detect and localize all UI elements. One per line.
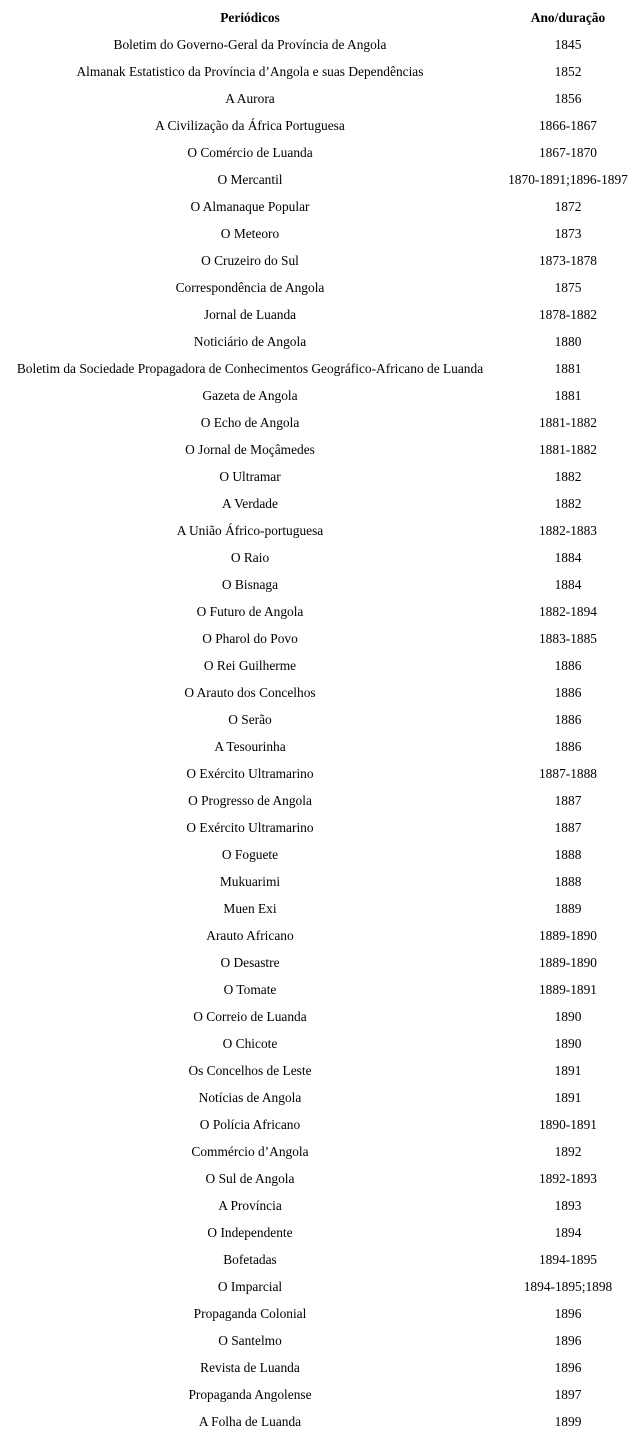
- header-year-duration: Ano/duração: [530, 10, 606, 25]
- periodical-years: 1886: [554, 658, 582, 673]
- table-row: [0, 409, 636, 436]
- periodical-years: 1887: [554, 793, 582, 808]
- periodical-years: 1882-1883: [538, 523, 598, 538]
- periodical-years: 1882-1894: [538, 604, 598, 619]
- table-row: [0, 598, 636, 625]
- table-row: [0, 166, 636, 193]
- periodical-name: Propaganda Colonial: [193, 1306, 307, 1321]
- periodical-name: Mukuarimi: [219, 874, 281, 889]
- table-row: [0, 1111, 636, 1138]
- table-row: [0, 1165, 636, 1192]
- periodical-name: Os Concelhos de Leste: [188, 1063, 312, 1078]
- periodical-years: 1891: [554, 1063, 582, 1078]
- periodical-years: 1886: [554, 739, 582, 754]
- periodical-years: 1894-1895: [538, 1252, 598, 1267]
- periodical-name: O Jornal de Moçâmedes: [185, 442, 315, 457]
- table-row: [0, 625, 636, 652]
- periodical-name: Propaganda Angolense: [188, 1387, 312, 1402]
- table-row: [0, 841, 636, 868]
- periodical-name: O Almanaque Popular: [190, 199, 310, 214]
- table-row: [0, 922, 636, 949]
- periodical-name: O Comércio de Luanda: [187, 145, 313, 160]
- periodical-name: O Independente: [207, 1225, 293, 1240]
- periodical-years: 1881-1882: [538, 442, 598, 457]
- periodical-years: 1882: [554, 469, 582, 484]
- periodical-years: 1870-1891;1896-1897: [508, 172, 628, 187]
- periodical-name: O Pharol do Povo: [202, 631, 298, 646]
- periodical-name: O Meteoro: [220, 226, 280, 241]
- periodical-name: O Chicote: [222, 1036, 278, 1051]
- table-row: [0, 787, 636, 814]
- periodical-name: O Futuro de Angola: [196, 604, 304, 619]
- periodical-name: O Correio de Luanda: [193, 1009, 307, 1024]
- periodical-years: 1884: [554, 550, 582, 565]
- periodical-years: 1896: [554, 1333, 582, 1348]
- periodical-years: 1881-1882: [538, 415, 598, 430]
- table-row: [0, 31, 636, 58]
- periodical-years: 1891: [554, 1090, 582, 1105]
- periodical-name: Correspondência de Angola: [175, 280, 325, 295]
- periodical-name: O Tomate: [223, 982, 277, 997]
- periodical-years: 1890-1891: [538, 1117, 598, 1132]
- header-row: [0, 4, 636, 31]
- periodical-name: O Progresso de Angola: [188, 793, 312, 808]
- periodical-name: Notícias de Angola: [198, 1090, 302, 1105]
- periodical-name: O Cruzeiro do Sul: [201, 253, 299, 268]
- periodical-years: 1845: [554, 37, 582, 52]
- periodical-name: Gazeta de Angola: [202, 388, 298, 403]
- table-row: [0, 85, 636, 112]
- periodical-name: Almanak Estatistico da Província d’Angola e suas Dependências: [76, 64, 424, 79]
- table-row: [0, 58, 636, 85]
- periodical-years: 1873-1878: [538, 253, 598, 268]
- periodical-name: A Verdade: [222, 496, 278, 511]
- periodical-years: 1892-1893: [538, 1171, 598, 1186]
- table-row: [0, 949, 636, 976]
- periodical-name: O Desastre: [220, 955, 280, 970]
- periodical-name: O Echo de Angola: [200, 415, 300, 430]
- table-row: [0, 706, 636, 733]
- periodical-name: Noticiário de Angola: [193, 334, 307, 349]
- table-row: [0, 382, 636, 409]
- periodical-name: A Folha de Luanda: [198, 1414, 302, 1429]
- periodical-years: 1883-1885: [538, 631, 598, 646]
- periodical-name: Jornal de Luanda: [203, 307, 297, 322]
- periodical-name: O Ultramar: [219, 469, 281, 484]
- periodical-years: 1897: [554, 1387, 582, 1402]
- periodical-name: Boletim da Sociedade Propagadora de Conhecimentos Geográfico-Africano de Luanda: [16, 361, 484, 376]
- periodical-years: 1888: [554, 874, 582, 889]
- periodical-years: 1872: [554, 199, 582, 214]
- periodical-years: 1889: [554, 901, 582, 916]
- periodical-years: 1875: [554, 280, 582, 295]
- table-row: [0, 1219, 636, 1246]
- table-row: [0, 1246, 636, 1273]
- periodical-name: O Rei Guilherme: [203, 658, 297, 673]
- table-row: [0, 868, 636, 895]
- table-row: [0, 1003, 636, 1030]
- periodical-years: 1890: [554, 1009, 582, 1024]
- table-row: [0, 895, 636, 922]
- periodical-years: 1894-1895;1898: [523, 1279, 613, 1294]
- table-row: [0, 139, 636, 166]
- periodical-years: 1896: [554, 1360, 582, 1375]
- periodical-name: A Civilização da África Portuguesa: [155, 118, 345, 133]
- periodical-years: 1881: [554, 388, 582, 403]
- table-row: [0, 1381, 636, 1408]
- table-row: [0, 301, 636, 328]
- table-row: [0, 220, 636, 247]
- periodical-name: O Foguete: [221, 847, 279, 862]
- periodical-name: O Santelmo: [218, 1333, 282, 1348]
- table-row: [0, 328, 636, 355]
- table-row: [0, 463, 636, 490]
- table-row: [0, 274, 636, 301]
- table-row: [0, 544, 636, 571]
- table-row: [0, 760, 636, 787]
- periodical-years: 1894: [554, 1225, 582, 1240]
- table-row: [0, 436, 636, 463]
- table-row: [0, 814, 636, 841]
- periodical-years: 1896: [554, 1306, 582, 1321]
- table-row: [0, 976, 636, 1003]
- periodical-name: A Aurora: [225, 91, 275, 106]
- periodical-years: 1856: [554, 91, 582, 106]
- periodical-years: 1889-1891: [538, 982, 598, 997]
- periodical-name: Boletim do Governo-Geral da Província de Angola: [113, 37, 387, 52]
- periodical-name: O Exército Ultramarino: [186, 766, 314, 781]
- periodical-name: O Mercantil: [217, 172, 283, 187]
- periodical-name: O Imparcial: [217, 1279, 283, 1294]
- table-row: [0, 733, 636, 760]
- periodical-years: 1884: [554, 577, 582, 592]
- table-row: [0, 1408, 636, 1435]
- periodical-years: 1890: [554, 1036, 582, 1051]
- periodical-years: 1886: [554, 685, 582, 700]
- periodical-years: 1882: [554, 496, 582, 511]
- periodical-years: 1887: [554, 820, 582, 835]
- periodical-name: O Serão: [228, 712, 272, 727]
- periodical-name: Muen Exi: [223, 901, 277, 916]
- table-header: [0, 4, 636, 31]
- periodical-years: 1889-1890: [538, 955, 598, 970]
- periodical-years: 1866-1867: [538, 118, 598, 133]
- periodical-name: A Tesourinha: [214, 739, 286, 754]
- periodical-name: O Exército Ultramarino: [186, 820, 314, 835]
- periodical-years: 1880: [554, 334, 582, 349]
- table-row: [0, 517, 636, 544]
- table-row: [0, 679, 636, 706]
- table-row: [0, 1300, 636, 1327]
- periodical-name: A Província: [218, 1198, 282, 1213]
- periodical-years: 1888: [554, 847, 582, 862]
- table-row: [0, 247, 636, 274]
- periodical-name: O Raio: [230, 550, 270, 565]
- header-periodicals: Periódicos: [220, 10, 280, 25]
- table-row: [0, 193, 636, 220]
- table-row: [0, 1354, 636, 1381]
- periodical-years: 1881: [554, 361, 582, 376]
- table-row: [0, 1057, 636, 1084]
- table-row: [0, 1030, 636, 1057]
- periodical-name: O Bisnaga: [221, 577, 279, 592]
- table-row: [0, 112, 636, 139]
- periodical-years: 1886: [554, 712, 582, 727]
- table-row: [0, 652, 636, 679]
- table-row: [0, 1327, 636, 1354]
- periodical-name: Bofetadas: [223, 1252, 277, 1267]
- periodical-name: Commércio d’Angola: [191, 1144, 309, 1159]
- periodicals-table: [0, 4, 636, 1435]
- periodical-name: O Arauto dos Concelhos: [184, 685, 316, 700]
- periodical-years: 1889-1890: [538, 928, 598, 943]
- periodical-name: O Sul de Angola: [205, 1171, 295, 1186]
- periodical-years: 1873: [554, 226, 582, 241]
- periodical-years: 1899: [554, 1414, 582, 1429]
- table-row: [0, 1192, 636, 1219]
- table-row: [0, 1273, 636, 1300]
- periodical-years: 1892: [554, 1144, 582, 1159]
- periodical-name: A União Áfrico-portuguesa: [176, 523, 324, 538]
- periodical-years: 1893: [554, 1198, 582, 1213]
- table-row: [0, 490, 636, 517]
- table-row: [0, 571, 636, 598]
- periodical-name: Revista de Luanda: [200, 1360, 300, 1375]
- periodical-years: 1852: [554, 64, 582, 79]
- table-row: [0, 355, 636, 382]
- table-body: [0, 31, 636, 1435]
- periodical-name: O Polícia Africano: [199, 1117, 301, 1132]
- periodical-years: 1878-1882: [538, 307, 598, 322]
- periodical-years: 1887-1888: [538, 766, 598, 781]
- table-row: [0, 1084, 636, 1111]
- periodical-name: Arauto Africano: [206, 928, 294, 943]
- periodical-years: 1867-1870: [538, 145, 598, 160]
- table-row: [0, 1138, 636, 1165]
